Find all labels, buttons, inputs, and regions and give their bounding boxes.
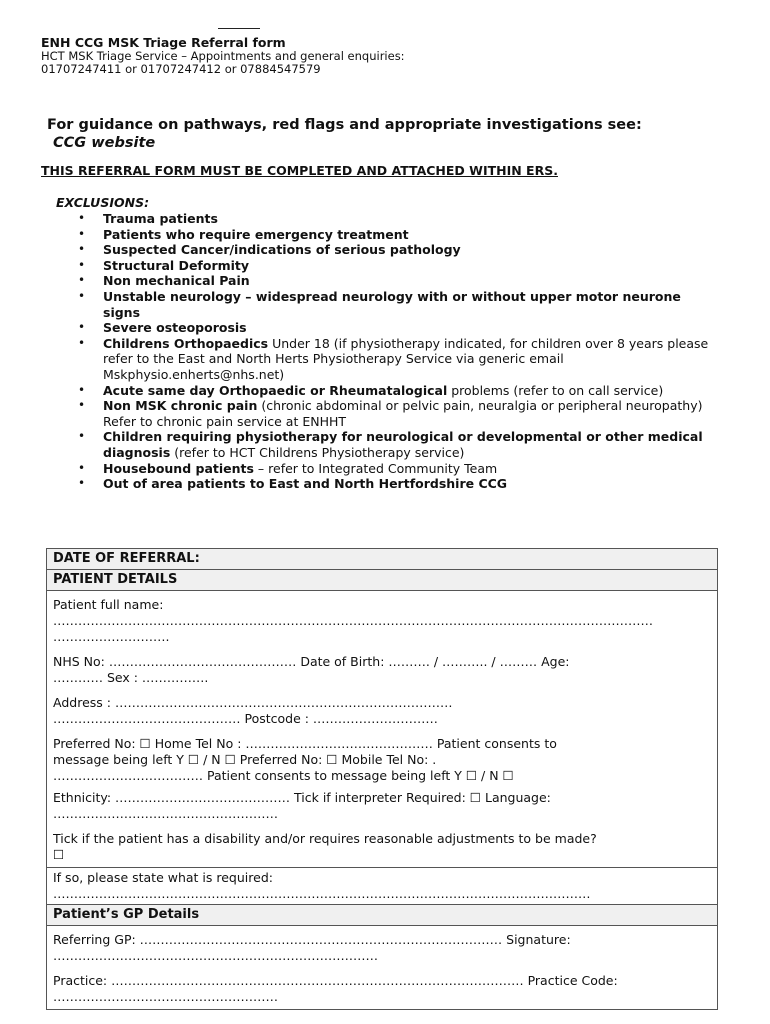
form-title: ENH CCG MSK Triage Referral form [41,35,286,50]
bullet-icon: • [78,460,86,475]
must-complete-notice: THIS REFERRAL FORM MUST BE COMPLETED AND ATTACHED WITHIN ERS. [41,163,558,178]
preferred-number-line-1[interactable]: Preferred No: ☐ Home Tel No : ……………………………………… Patient consents to [53,736,557,751]
practice-line[interactable]: Practice: ……………………………………………………………………………………… Practice Code: [53,973,618,988]
patient-info-block[interactable] [47,591,717,868]
age-sex-line[interactable]: ………… Sex : ……………. [53,670,209,685]
service-line: HCT MSK Triage Service – Appointments and general enquiries: [41,49,405,63]
guidance-text: For guidance on pathways, red flags and appropriate investigations see: [47,117,642,133]
ethnicity-line-cont[interactable]: ……………………………………………… [53,806,278,821]
exclusion-item [56,320,716,336]
date-of-referral-label: DATE OF REFERRAL: [53,551,200,566]
exclusion-detail: (chronic abdominal or pelvic pain, neuralgia or peripheral neuropathy) Refer to chronic pain service at ENHHT [103,398,703,429]
exclusion-title: Childrens Orthopaedics [103,335,269,351]
ccg-website-link[interactable]: CCG website [53,135,156,151]
preferred-number-line-3[interactable]: ……………………………… Patient consents to message being left Y ☐ / N ☐ [53,768,514,783]
bullet-icon: • [78,382,86,397]
exclusion-title: Severe osteoporosis [103,320,247,336]
exclusion-item [56,429,716,460]
exclusion-title: Suspected Cancer/indications of serious pathology [103,242,461,258]
full-name-label: Patient full name: [53,597,164,612]
disability-checkbox[interactable]: ☐ [53,847,65,862]
full-name-field-cont[interactable]: ………………………. [53,629,170,644]
bullet-icon: • [78,226,86,241]
exclusion-item [56,211,716,227]
top-rule [218,28,260,29]
exclusion-detail: problems (refer to on call service) [447,382,664,398]
bullet-icon: • [78,335,86,350]
exclusion-title: Housebound patients [103,460,254,476]
exclusion-item [56,383,716,399]
adjustments-field[interactable]: ………………………………………………………………………………………………………………… [53,886,591,901]
exclusion-title: Trauma patients [103,211,218,226]
gp-details-heading [47,905,717,926]
postcode-line[interactable]: ……………………………………… Postcode : ………………………… [53,711,438,726]
exclusion-item [56,242,716,258]
adjustments-row[interactable] [47,868,717,905]
exclusions-title: EXCLUSIONS: [56,195,150,210]
bullet-icon: • [78,242,86,257]
exclusion-item [56,398,716,429]
referring-gp-line[interactable]: Referring GP: …………………………………………………………………………… Signature: [53,932,571,947]
bullet-icon: • [78,398,86,413]
preferred-number-line-2[interactable]: message being left Y ☐ / N ☐ Preferred No: ☐ Mobile Tel No: . [53,752,437,767]
exclusion-item [56,289,716,320]
referral-form-table [46,548,718,1010]
bullet-icon: • [78,288,86,303]
referring-gp-line-cont[interactable]: …………………………………………………………………… [53,948,378,963]
bullet-icon: • [78,273,86,288]
full-name-field[interactable]: ……………………………………………………………………………………………………………………………… [53,613,653,628]
exclusion-title: Non mechanical Pain [103,273,250,289]
bullet-icon: • [78,476,86,491]
exclusion-detail: Under 18 (if physiotherapy indicated, for children over 8 years please refer to the East and North Herts Physiotherapy Service via generic email Mskphysio.enherts@nhs.net) [103,335,709,382]
bullet-icon: • [78,257,86,272]
gp-details-label: Patient’s GP Details [53,907,200,922]
exclusions-list [56,211,716,492]
exclusion-title: Patients who require emergency treatment [103,226,409,242]
exclusion-title: Non MSK chronic pain [103,398,258,414]
exclusion-detail: – refer to Integrated Community Team [253,460,498,476]
exclusion-title: Acute same day Orthopaedic or Rheumatalogical [103,382,448,398]
patient-details-heading [47,570,717,591]
adjustments-label: If so, please state what is required: [53,870,273,885]
nhs-dob-age-line[interactable]: NHS No: ……………………………………… Date of Birth: ………. / ……….. / ……… Age: [53,654,570,669]
exclusion-title: Structural Deformity [103,257,250,273]
exclusion-title: Out of area patients to East and North Hertfordshire CCG [103,476,508,492]
exclusions-section [56,195,716,492]
exclusion-item [56,476,716,492]
exclusion-item [56,461,716,477]
exclusion-detail: (refer to HCT Childrens Physiotherapy service) [170,444,465,460]
disability-question: Tick if the patient has a disability and/or requires reasonable adjustments to be made? [53,831,597,846]
date-of-referral-row[interactable] [47,549,717,570]
practice-line-cont[interactable]: ……………………………………………… [53,989,278,1004]
guidance-block [47,116,747,152]
ethnicity-line[interactable]: Ethnicity: …………………………………… Tick if interpreter Required: ☐ Language: [53,790,551,805]
phone-numbers: 01707247411 or 01707247412 or 07884547579 [41,62,321,76]
bullet-icon: • [78,320,86,335]
gp-info-block[interactable] [47,926,717,1009]
exclusion-item [56,227,716,243]
patient-details-label: PATIENT DETAILS [53,572,178,587]
exclusion-item [56,336,716,383]
exclusion-title: Unstable neurology – widespread neurology with or without upper motor neurone signs [103,288,681,320]
address-line[interactable]: Address : ……………………………………………………………………… [53,695,453,710]
exclusion-item [56,273,716,289]
form-header [41,36,405,76]
bullet-icon: • [78,429,86,444]
exclusion-title: Children requiring physiotherapy for neurological or developmental or other medical diagnosis [103,429,703,460]
exclusion-item [56,258,716,274]
bullet-icon: • [78,211,86,225]
